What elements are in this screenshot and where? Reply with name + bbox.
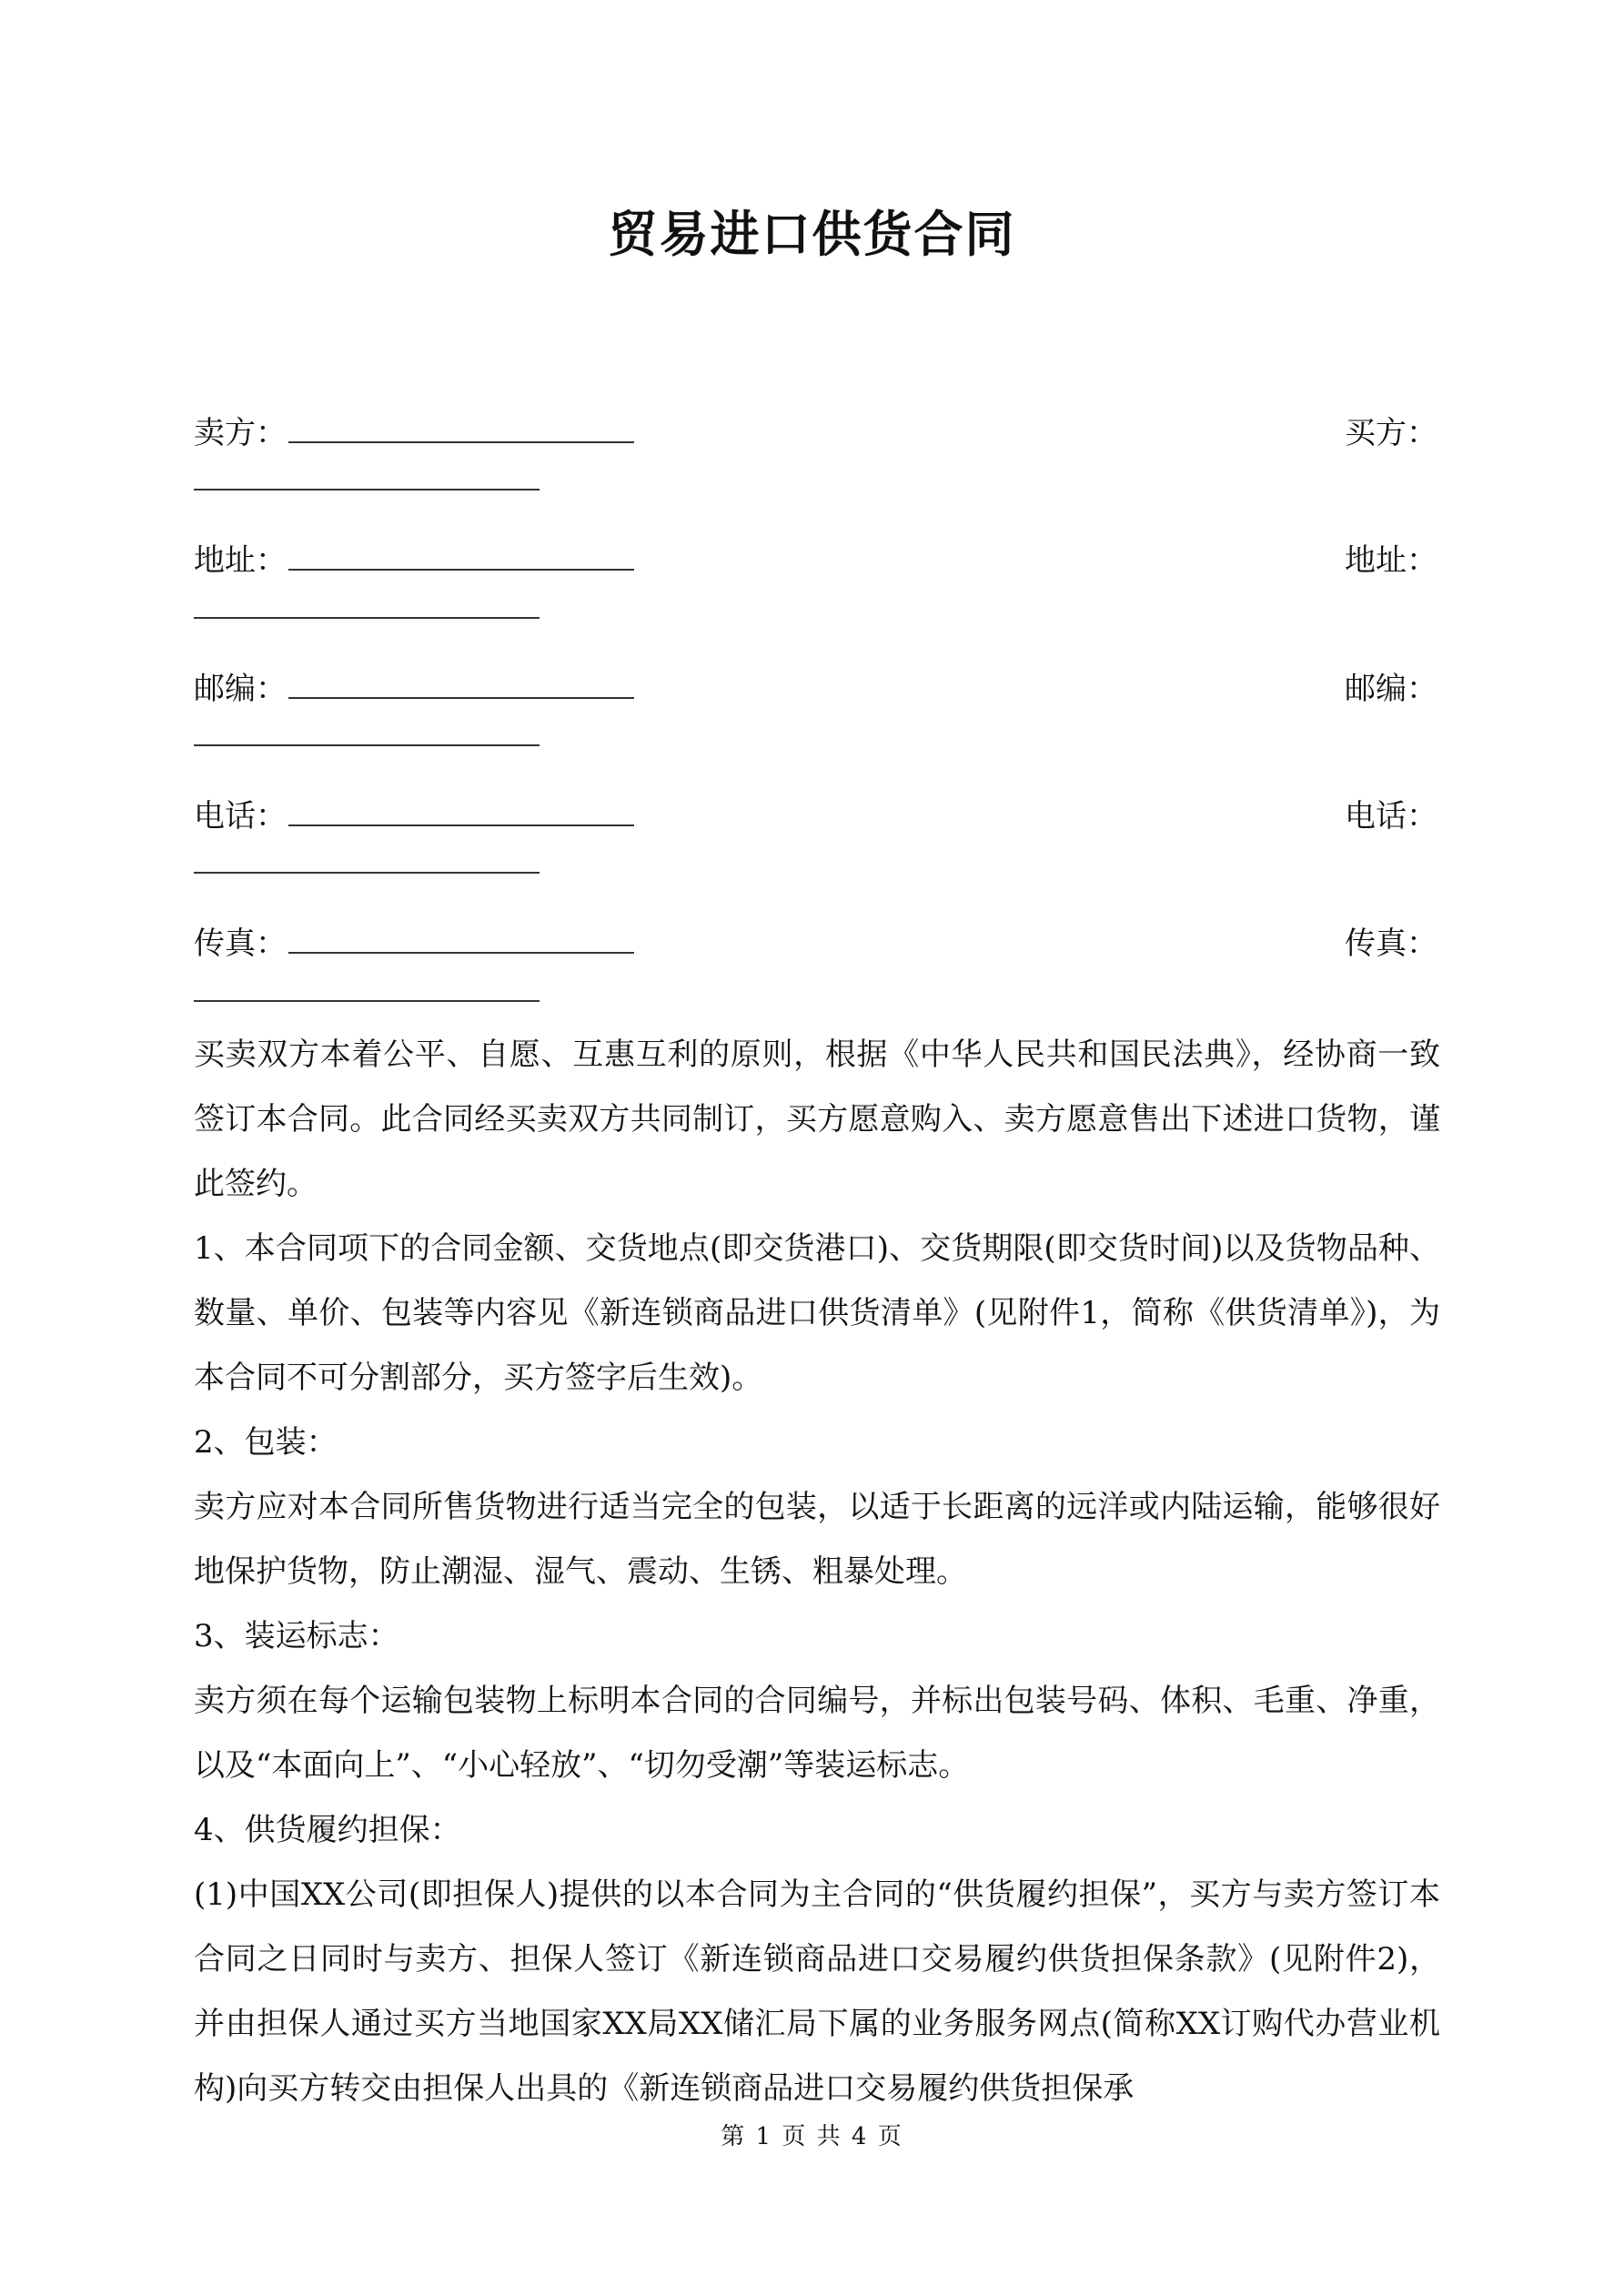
seller-postcode-label: 邮编：: [194, 671, 287, 707]
buyer-postcode-blank[interactable]: [194, 744, 540, 746]
buyer-fax-label: 传真：: [1345, 925, 1437, 962]
buyer-phone-blank[interactable]: [194, 872, 540, 874]
clause-4-heading: 4、供货履约担保：: [194, 1812, 461, 1848]
seller-phone-blank[interactable]: [288, 794, 634, 826]
clause-2-paragraph: 卖方应对本合同所售货物进行适当完全的包装，以适于长距离的远洋或内陆运输，能够很好地保护货物，防止潮湿、湿气、震动、生锈、粗暴处理。: [194, 1489, 1440, 1590]
buyer-address-blank[interactable]: [194, 617, 540, 619]
document-title: 贸易进口供货合同: [608, 205, 1016, 263]
buyer-address-label: 地址：: [1345, 542, 1437, 579]
seller-fax-blank[interactable]: [288, 921, 634, 954]
clause-3-heading: 3、装运标志：: [194, 1618, 399, 1654]
preamble-paragraph: 买卖双方本着公平、自愿、互惠互利的原则，根据《中华人民共和国民法典》，经协商一致签订本合同。此合同经买卖双方共同制订，买方愿意购入、卖方愿意售出下述进口货物，谨此签约。: [194, 1037, 1440, 1202]
seller-name-label: 卖方：: [194, 415, 287, 451]
seller-postcode-field[interactable]: [194, 662, 634, 716]
clause-3-paragraph: 卖方须在每个运输包装物上标明本合同的合同编号，并标出包装号码、体积、毛重、净重，以及“本面向上”、“小心轻放”、“切勿受潮”等装运标志。: [194, 1683, 1440, 1784]
buyer-fax-blank[interactable]: [194, 1000, 540, 1002]
party-row-phone: [194, 789, 1437, 844]
seller-postcode-blank[interactable]: [288, 666, 634, 699]
buyer-postcode-label: 邮编：: [1345, 671, 1437, 707]
clause-4-1-paragraph: (1)中国XX公司(即担保人)提供的以本合同为主合同的“供货履约担保”，买方与卖方签订本合同之日同时与卖方、担保人签订《新连锁商品进口交易履约供货担保条款》(见附件2)，并由担保人通过买方当地国家XX局XX储汇局下属的业务服务网点(简称XX订购代办营业机构)向买方转交由担保人出具的《新连锁商品进口交易履约供货担保承: [194, 1876, 1440, 2107]
buyer-phone-label: 电话：: [1345, 798, 1437, 834]
party-row-address: [194, 533, 1437, 588]
contract-body: [194, 1023, 1440, 2121]
seller-phone-field[interactable]: [194, 789, 634, 844]
seller-address-blank[interactable]: [288, 538, 634, 571]
party-row-fax: [194, 916, 1437, 971]
seller-fax-field[interactable]: [194, 916, 634, 971]
seller-address-label: 地址：: [194, 542, 287, 579]
clause-1-paragraph: 1、本合同项下的合同金额、交货地点(即交货港口)、交货期限(即交货时间)以及货物品种、数量、单价、包装等内容见《新连锁商品进口供货清单》(见附件1，简称《供货清单》)，为本合同不可分割部分，买方签字后生效)。: [194, 1230, 1440, 1396]
seller-address-field[interactable]: [194, 533, 634, 588]
seller-fax-label: 传真：: [194, 925, 287, 962]
seller-name-field[interactable]: [194, 406, 634, 460]
party-row-seller-buyer: [194, 406, 1437, 460]
seller-name-blank[interactable]: [288, 410, 634, 443]
clause-2-heading: 2、包装：: [194, 1424, 338, 1461]
seller-phone-label: 电话：: [194, 798, 287, 834]
party-row-postcode: [194, 662, 1437, 716]
buyer-name-label: 买方：: [1345, 415, 1437, 451]
page-number: 第 1 页 共 4 页: [721, 2123, 903, 2150]
buyer-name-blank[interactable]: [194, 489, 540, 491]
